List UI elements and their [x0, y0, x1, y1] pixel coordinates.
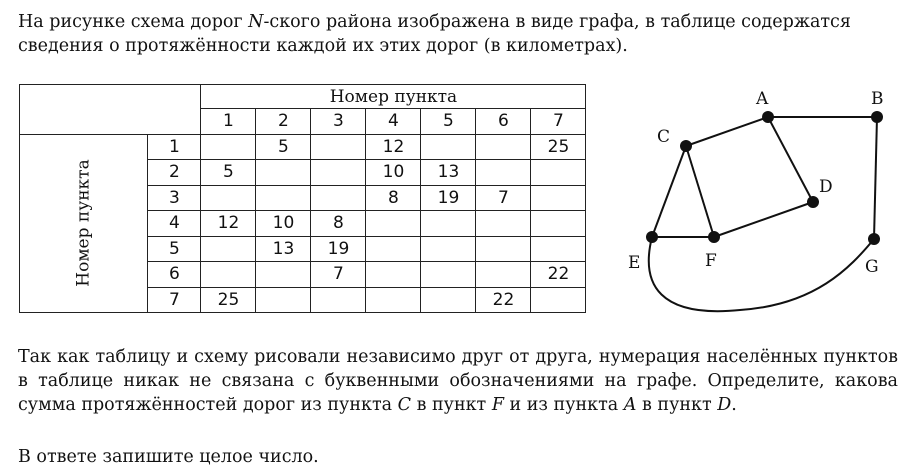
table-cell: 5: [256, 134, 311, 160]
table-cell: [201, 236, 256, 262]
table-cell: 5: [201, 160, 256, 186]
table-cell: 12: [366, 134, 421, 160]
table-cell: 22: [531, 262, 586, 288]
table-cell: 12: [201, 211, 256, 237]
label-g: G: [865, 257, 879, 277]
node-b: [871, 111, 883, 123]
table-corner: [20, 85, 201, 135]
node-f: [708, 231, 720, 243]
row-number: 5: [148, 236, 201, 262]
point-d: D: [717, 395, 732, 415]
table-cell: [531, 160, 586, 186]
table-row: [20, 134, 586, 160]
table-cell: [311, 287, 366, 313]
intro-text: На рисунке схема дорог N-ского района изображена в виде графа, в таблице содержатся сведения о протяжённости каждой их этих дорог (в километрах).: [18, 12, 851, 56]
edge-b-g: [874, 117, 877, 239]
node-d: [807, 196, 819, 208]
table-cell: [256, 262, 311, 288]
row-number: 3: [148, 185, 201, 211]
label-b: B: [871, 89, 884, 109]
table-cell: [311, 160, 366, 186]
question-text: Так как таблицу и схему рисовали независимо друг от друга, нумерация населённых пунктов в таблице никак не связана с буквенными обозначениями на графе. Определите, какова сумма протяжённостей дорог из пункта C в пункт F и из пункта A в пункт D.: [18, 347, 898, 415]
table-cell: [311, 134, 366, 160]
table-cell: 19: [421, 185, 476, 211]
table-cell: [366, 236, 421, 262]
edge-c-e: [652, 146, 686, 237]
edge-c-a: [686, 117, 768, 146]
table-cell: [476, 262, 531, 288]
edge-e-g: [649, 237, 874, 311]
table-cell: [531, 287, 586, 313]
table-cell: [531, 211, 586, 237]
n-letter: N: [248, 12, 264, 32]
row-number: 6: [148, 262, 201, 288]
node-g: [868, 233, 880, 245]
table-cell: [256, 160, 311, 186]
table-cell: 13: [256, 236, 311, 262]
table-cell: 19: [311, 236, 366, 262]
column-number: 6: [476, 109, 531, 135]
edge-f-d: [714, 202, 813, 237]
table-cell: [256, 185, 311, 211]
column-number: 3: [311, 109, 366, 135]
table-cell: 22: [476, 287, 531, 313]
table-cell: [366, 262, 421, 288]
column-number: 7: [531, 109, 586, 135]
column-header: Номер пункта: [201, 85, 586, 109]
table-cell: [476, 236, 531, 262]
table-cell: [366, 211, 421, 237]
table-cell: 8: [366, 185, 421, 211]
table-cell: 25: [201, 287, 256, 313]
answer-instruction: В ответе запишите целое число.: [18, 447, 319, 467]
node-a: [762, 111, 774, 123]
edge-a-d: [768, 117, 813, 202]
table-cell: 7: [476, 185, 531, 211]
table-cell: 8: [311, 211, 366, 237]
table-cell: [421, 134, 476, 160]
table-body: [20, 134, 586, 313]
table-cell: [476, 134, 531, 160]
table-cell: [201, 185, 256, 211]
row-number: 1: [148, 134, 201, 160]
edge-c-f: [686, 146, 714, 237]
label-a: A: [756, 89, 769, 109]
column-number: 4: [366, 109, 421, 135]
table-cell: [201, 262, 256, 288]
table-cell: [421, 262, 476, 288]
label-e: E: [628, 253, 641, 273]
point-a: A: [623, 395, 637, 415]
row-number: 4: [148, 211, 201, 237]
table-cell: [311, 185, 366, 211]
table-cell: [476, 160, 531, 186]
table-cell: [531, 236, 586, 262]
label-d: D: [819, 177, 833, 197]
row-header: [20, 134, 148, 313]
label-f: F: [705, 251, 717, 271]
table-cell: [256, 287, 311, 313]
table-cell: 13: [421, 160, 476, 186]
node-e: [646, 231, 658, 243]
table-cell: [421, 236, 476, 262]
point-c: C: [397, 395, 412, 415]
column-number: 1: [201, 109, 256, 135]
table-cell: [201, 134, 256, 160]
table-cell: [476, 211, 531, 237]
column-number: 2: [256, 109, 311, 135]
row-number: 7: [148, 287, 201, 313]
point-f: F: [491, 395, 504, 415]
table-cell: [366, 287, 421, 313]
row-header-label: Номер пункта: [73, 159, 94, 287]
table-cell: [421, 211, 476, 237]
row-number: 2: [148, 160, 201, 186]
table-cell: 25: [531, 134, 586, 160]
table-cell: [531, 185, 586, 211]
column-number: 5: [421, 109, 476, 135]
label-c: C: [657, 127, 671, 147]
table-cell: 7: [311, 262, 366, 288]
table-cell: 10: [256, 211, 311, 237]
distance-table: [19, 84, 586, 313]
table-cell: [421, 287, 476, 313]
road-graph: [600, 80, 900, 320]
table-cell: 10: [366, 160, 421, 186]
node-c: [680, 140, 692, 152]
